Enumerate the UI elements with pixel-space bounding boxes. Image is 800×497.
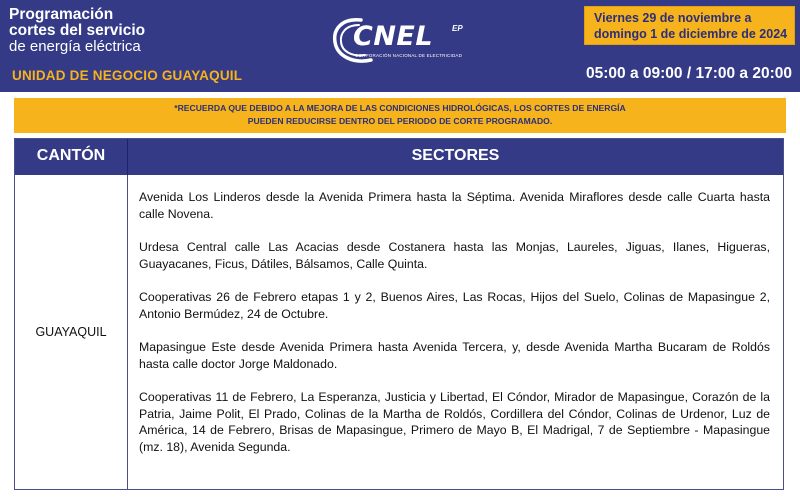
sector-paragraph: Cooperativas 11 de Febrero, La Esperanza, Justicia y Libertad, El Cóndor, Mirador de Mapasingue, Corazón de la Patria, Jaime Polit, El Prado, Colinas de la Martha de Roldós, Cordillera del Cóndor, Colinas de Urdenor, Luz de América, 14 de Febrero, Brisas de Mapasingue, Primero de Mayo B, El Madrigal, 7 de Septiembre - Mapasingue (mz. 18), Avenida Segunda. [139,390,770,454]
header-canton: CANTÓN [36,147,106,164]
notice-line-1: *RECUERDA QUE DEBIDO A LA MEJORA DE LAS CONDICIONES HIDROLÓGICAS, LOS CORTES DE ENERGÍA [174,103,626,113]
notice-banner [14,98,786,133]
column-divider [127,175,128,489]
date-line-1: Viernes 29 de noviembre a [594,11,752,25]
title-line-1: Programación [9,6,114,23]
title-line-3: de energía eléctrica [9,38,141,55]
notice-line-2: PUEDEN REDUCIRSE DENTRO DEL PERIODO DE CORTE PROGRAMADO. [247,116,553,126]
logo-subtitle: CORPORACIÓN NACIONAL DE ELECTRICIDAD [355,53,463,58]
schedule-table [14,138,784,490]
header-banner [0,0,800,92]
cnel-logo [331,16,471,68]
outage-hours: 05:00 a 09:00 / 17:00 a 20:00 [586,65,792,82]
date-range-box [584,6,795,45]
page-title [9,7,269,55]
sector-paragraph: Avenida Los Linderos desde la Avenida Primera hasta la Séptima. Avenida Miraflores desde calle Cuarta hasta calle Novena. [139,190,770,221]
sectors-cell [139,189,770,472]
logo-wordmark: CNEL [353,21,434,52]
title-line-2: cortes del servicio [9,22,146,39]
table-header-row [15,139,783,175]
date-line-2: domingo 1 de diciembre de 2024 [594,27,788,41]
canton-cell: GUAYAQUIL [35,325,107,339]
sector-paragraph: Mapasingue Este desde Avenida Primera hasta Avenida Tercera, y, desde Avenida Martha Bucaram de Roldós hasta calle doctor Jorge Maldonado. [139,340,770,371]
sector-paragraph: Urdesa Central calle Las Acacias desde Costanera hasta las Monjas, Laureles, Jiguas, Ilanes, Higueras, Guayacanes, Ficus, Dátiles, Bálsamos, Calle Quinta. [139,240,770,271]
logo-suffix: EP [452,24,463,33]
sector-paragraph: Cooperativas 26 de Febrero etapas 1 y 2, Buenos Aires, Las Rocas, Hijos del Suelo, Colinas de Mapasingue 2, Antonio Bermúdez, 24 de Octubre. [139,290,770,321]
header-sectores: SECTORES [127,139,783,175]
business-unit-label: UNIDAD DE NEGOCIO GUAYAQUIL [12,68,243,83]
